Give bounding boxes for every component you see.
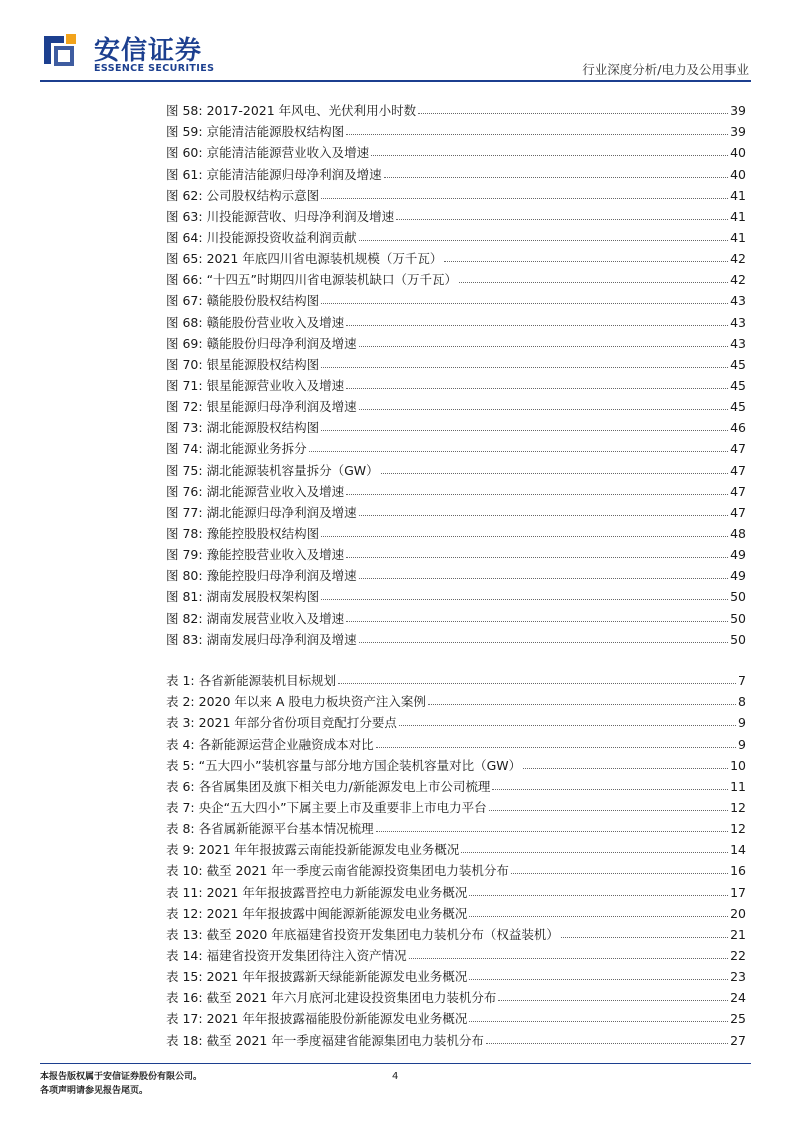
entry-number: 图 60:	[166, 145, 203, 161]
entry-title: 川投能源投资收益利润贡献	[206, 229, 357, 245]
table-entry[interactable]	[166, 984, 746, 1005]
dot-leader	[418, 113, 728, 114]
dot-leader	[359, 409, 729, 410]
entry-title: 央企“五大四小”下属主要上市及重要非上市电力平台	[198, 799, 487, 815]
entry-title: 各省属新能源平台基本情况梳理	[198, 821, 374, 837]
entry-number: 图 63:	[166, 208, 203, 224]
figure-entry[interactable]	[166, 583, 746, 604]
company-name-cn: 安信证券	[94, 36, 203, 66]
table-entry[interactable]	[166, 857, 746, 878]
dot-leader	[409, 958, 729, 959]
entry-title: 2021 年年报披露云南能投新能源发电业务概况	[198, 842, 460, 858]
dot-leader	[346, 325, 728, 326]
entry-page-number: 49	[730, 568, 746, 584]
table-entry[interactable]	[166, 942, 746, 963]
entry-page-number: 25	[730, 1011, 746, 1027]
entry-number: 表 10:	[166, 863, 203, 879]
dot-leader	[384, 177, 729, 178]
entry-page-number: 39	[730, 124, 746, 140]
entry-number: 图 69:	[166, 335, 203, 351]
dot-leader	[492, 789, 728, 790]
dot-leader	[359, 346, 729, 347]
figure-entry[interactable]	[166, 414, 746, 435]
entry-page-number: 47	[730, 504, 746, 520]
footer-divider	[40, 1063, 751, 1064]
entry-title: 赣能股份股权结构图	[206, 293, 320, 309]
dot-leader	[498, 1000, 728, 1001]
entry-title: 湖北能源营业收入及增速	[206, 483, 345, 499]
dot-leader	[371, 155, 728, 156]
entry-page-number: 11	[730, 778, 746, 794]
dot-leader	[376, 831, 728, 832]
table-entry[interactable]	[166, 773, 746, 794]
dot-leader	[469, 895, 728, 896]
entry-number: 图 83:	[166, 631, 203, 647]
entry-number: 表 8:	[166, 821, 195, 837]
entry-number: 图 75:	[166, 462, 203, 478]
logo-mark-icon	[40, 30, 80, 70]
entry-page-number: 50	[730, 631, 746, 647]
figure-entry[interactable]	[166, 287, 746, 308]
entry-title: 2021 年部分省份项目竞配打分要点	[198, 715, 397, 731]
dot-leader	[359, 515, 729, 516]
table-index	[166, 667, 746, 1048]
entry-page-number: 46	[730, 420, 746, 436]
table-entry[interactable]	[166, 963, 746, 984]
figure-entry[interactable]	[166, 435, 746, 456]
entry-page-number: 49	[730, 547, 746, 563]
entry-number: 图 71:	[166, 377, 203, 393]
entry-page-number: 7	[738, 673, 746, 689]
dot-leader	[469, 979, 728, 980]
dot-leader	[346, 557, 728, 558]
entry-title: 湖北能源装机容量拆分（GW）	[206, 462, 379, 478]
figure-entry[interactable]	[166, 308, 746, 329]
entry-title: 福建省投资开发集团待注入资产情况	[206, 947, 407, 963]
entry-title: 截至 2021 年一季度云南省能源投资集团电力装机分布	[206, 863, 509, 879]
entry-title: 截至 2021 年一季度福建省能源集团电力装机分布	[206, 1032, 484, 1048]
entry-number: 图 78:	[166, 525, 203, 541]
dot-leader	[444, 261, 728, 262]
entry-number: 图 66:	[166, 272, 203, 288]
entry-page-number: 41	[730, 208, 746, 224]
entry-title: 2021 年年报披露福能股份新能源发电业务概况	[206, 1011, 468, 1027]
figure-entry[interactable]	[166, 245, 746, 266]
entry-page-number: 22	[730, 947, 746, 963]
table-entry[interactable]	[166, 794, 746, 815]
entry-page-number: 42	[730, 272, 746, 288]
entry-page-number: 16	[730, 863, 746, 879]
entry-page-number: 12	[730, 799, 746, 815]
entry-number: 图 82:	[166, 610, 203, 626]
entry-title: 豫能控股股权结构图	[206, 525, 320, 541]
entry-title: 银星能源营业收入及增速	[206, 377, 345, 393]
table-entry[interactable]	[166, 836, 746, 857]
entry-number: 表 6:	[166, 778, 195, 794]
table-entry[interactable]	[166, 1026, 746, 1047]
dot-leader	[459, 282, 728, 283]
dot-leader	[346, 134, 728, 135]
entry-title: 2021 年年报披露中闽能源新能源发电业务概况	[206, 905, 468, 921]
dot-leader	[321, 198, 728, 199]
entry-title: 豫能控股营业收入及增速	[206, 547, 345, 563]
entry-number: 表 3:	[166, 715, 195, 731]
entry-title: 银星能源股权结构图	[206, 356, 320, 372]
figure-index	[166, 97, 746, 647]
entry-number: 表 11:	[166, 884, 203, 900]
entry-title: 京能清洁能源营业收入及增速	[206, 145, 370, 161]
figure-entry[interactable]	[166, 182, 746, 203]
disclaimer-notice: 各项声明请参见报告尾页。	[40, 1086, 149, 1096]
entry-page-number: 9	[738, 736, 746, 752]
entry-number: 图 58:	[166, 103, 203, 119]
dot-leader	[346, 494, 728, 495]
dot-leader	[469, 916, 728, 917]
figure-entry[interactable]	[166, 499, 746, 520]
entry-number: 图 67:	[166, 293, 203, 309]
entry-number: 图 64:	[166, 229, 203, 245]
table-entry[interactable]	[166, 878, 746, 899]
figure-entry[interactable]	[166, 224, 746, 245]
table-entry[interactable]	[166, 667, 746, 688]
entry-page-number: 45	[730, 399, 746, 415]
figure-entry[interactable]	[166, 139, 746, 160]
entry-page-number: 47	[730, 441, 746, 457]
entry-title: 湖北能源股权结构图	[206, 420, 320, 436]
entry-title: 湖南发展营业收入及增速	[206, 610, 345, 626]
entry-page-number: 9	[738, 715, 746, 731]
table-entry[interactable]	[166, 688, 746, 709]
entry-page-number: 47	[730, 462, 746, 478]
figure-entry[interactable]	[166, 351, 746, 372]
dot-leader	[309, 451, 729, 452]
entry-number: 图 80:	[166, 568, 203, 584]
figure-entry[interactable]	[166, 562, 746, 583]
dot-leader	[399, 725, 736, 726]
entry-number: 图 65:	[166, 251, 203, 267]
entry-number: 表 13:	[166, 926, 203, 942]
figure-entry[interactable]	[166, 456, 746, 477]
entry-page-number: 50	[730, 589, 746, 605]
entry-title: 2017-2021 年风电、光伏利用小时数	[206, 103, 417, 119]
entry-title: 截至 2020 年底福建省投资开发集团电力装机分布（权益装机）	[206, 926, 559, 942]
entry-number: 表 1:	[166, 673, 195, 689]
entry-title: 截至 2021 年六月底河北建设投资集团电力装机分布	[206, 990, 497, 1006]
table-entry[interactable]	[166, 752, 746, 773]
entry-title: 川投能源营收、归母净利润及增速	[206, 208, 395, 224]
entry-number: 图 70:	[166, 356, 203, 372]
entry-title: “十四五”时期四川省电源装机缺口（万千瓦）	[206, 272, 458, 288]
dot-leader	[321, 599, 728, 600]
entry-number: 图 79:	[166, 547, 203, 563]
dot-leader	[523, 768, 728, 769]
entry-number: 表 15:	[166, 969, 203, 985]
entry-page-number: 42	[730, 251, 746, 267]
entry-title: 2021 年年报披露新天绿能新能源发电业务概况	[206, 969, 468, 985]
dot-leader	[359, 642, 729, 643]
dot-leader	[428, 704, 736, 705]
entry-title: 赣能股份营业收入及增速	[206, 314, 345, 330]
entry-number: 表 17:	[166, 1011, 203, 1027]
entry-page-number: 45	[730, 356, 746, 372]
entry-title: 湖北能源归母净利润及增速	[206, 504, 357, 520]
entry-title: 2020 年以来 A 股电力板块资产注入案例	[198, 694, 426, 710]
header-divider	[40, 80, 751, 82]
entry-page-number: 41	[730, 187, 746, 203]
dot-leader	[321, 303, 728, 304]
entry-page-number: 48	[730, 525, 746, 541]
figure-entry[interactable]	[166, 372, 746, 393]
entry-title: 各省新能源装机目标规划	[198, 673, 337, 689]
entry-page-number: 41	[730, 229, 746, 245]
entry-title: 各省属集团及旗下相关电力/新能源发电上市公司梳理	[198, 778, 491, 794]
figure-entry[interactable]	[166, 604, 746, 625]
entry-page-number: 43	[730, 293, 746, 309]
figure-entry[interactable]	[166, 203, 746, 224]
entry-title: 京能清洁能源股权结构图	[206, 124, 345, 140]
figure-entry[interactable]	[166, 266, 746, 287]
entry-page-number: 45	[730, 377, 746, 393]
entry-title: 公司股权结构示意图	[206, 187, 320, 203]
entry-page-number: 40	[730, 145, 746, 161]
dot-leader	[376, 747, 736, 748]
entry-page-number: 20	[730, 905, 746, 921]
entry-title: 各新能源运营企业融资成本对比	[198, 736, 374, 752]
table-entry[interactable]	[166, 900, 746, 921]
entry-page-number: 40	[730, 166, 746, 182]
dot-leader	[381, 473, 728, 474]
figure-entry[interactable]	[166, 478, 746, 499]
entry-number: 表 7:	[166, 799, 195, 815]
entry-page-number: 21	[730, 926, 746, 942]
table-entry[interactable]	[166, 1005, 746, 1026]
figure-entry[interactable]	[166, 520, 746, 541]
figure-entry[interactable]	[166, 160, 746, 181]
entry-page-number: 12	[730, 821, 746, 837]
dot-leader	[486, 1043, 728, 1044]
entry-number: 图 61:	[166, 166, 203, 182]
dot-leader	[489, 810, 729, 811]
entry-page-number: 8	[738, 694, 746, 710]
entry-number: 图 76:	[166, 483, 203, 499]
dot-leader	[461, 852, 728, 853]
entry-number: 表 4:	[166, 736, 195, 752]
table-entry[interactable]	[166, 730, 746, 751]
entry-number: 图 72:	[166, 399, 203, 415]
entry-number: 表 5:	[166, 757, 195, 773]
dot-leader	[321, 367, 728, 368]
dot-leader	[346, 621, 728, 622]
dot-leader	[469, 1021, 728, 1022]
entry-page-number: 50	[730, 610, 746, 626]
entry-title: 2021 年年报披露晋控电力新能源发电业务概况	[206, 884, 468, 900]
entry-page-number: 10	[730, 757, 746, 773]
entry-number: 图 77:	[166, 504, 203, 520]
entry-title: 豫能控股归母净利润及增速	[206, 568, 357, 584]
entry-number: 图 74:	[166, 441, 203, 457]
copyright-notice: 本报告版权属于安信证券股份有限公司。	[40, 1072, 203, 1082]
report-type: 行业深度分析/电力及公用事业	[582, 62, 749, 77]
entry-number: 表 2:	[166, 694, 195, 710]
entry-number: 表 18:	[166, 1032, 203, 1048]
entry-number: 表 9:	[166, 842, 195, 858]
figure-entry[interactable]	[166, 118, 746, 139]
entry-page-number: 17	[730, 884, 746, 900]
entry-title: 赣能股份归母净利润及增速	[206, 335, 357, 351]
entry-number: 图 73:	[166, 420, 203, 436]
entry-page-number: 43	[730, 335, 746, 351]
entry-page-number: 27	[730, 1032, 746, 1048]
dot-leader	[359, 578, 729, 579]
figure-entry[interactable]	[166, 541, 746, 562]
dot-leader	[359, 240, 729, 241]
table-entry[interactable]	[166, 709, 746, 730]
entry-page-number: 14	[730, 842, 746, 858]
dot-leader	[561, 937, 728, 938]
figure-entry[interactable]	[166, 626, 746, 647]
dot-leader	[511, 873, 728, 874]
entry-number: 图 62:	[166, 187, 203, 203]
figure-entry[interactable]	[166, 330, 746, 351]
table-entry[interactable]	[166, 921, 746, 942]
entry-title: 湖南发展归母净利润及增速	[206, 631, 357, 647]
dot-leader	[321, 430, 728, 431]
company-name-en: ESSENCE SECURITIES	[94, 63, 215, 74]
entry-title: 湖北能源业务拆分	[206, 441, 307, 457]
entry-number: 表 16:	[166, 990, 203, 1006]
entry-page-number: 24	[730, 990, 746, 1006]
figure-entry[interactable]	[166, 393, 746, 414]
page-number: 4	[392, 1071, 399, 1082]
dot-leader	[338, 683, 736, 684]
entry-number: 图 59:	[166, 124, 203, 140]
dot-leader	[396, 219, 728, 220]
table-entry[interactable]	[166, 815, 746, 836]
entry-number: 图 81:	[166, 589, 203, 605]
entry-title: 银星能源归母净利润及增速	[206, 399, 357, 415]
entry-page-number: 39	[730, 103, 746, 119]
entry-number: 表 12:	[166, 905, 203, 921]
entry-number: 表 14:	[166, 947, 203, 963]
entry-page-number: 23	[730, 969, 746, 985]
entry-title: “五大四小”装机容量与部分地方国企装机容量对比（GW）	[198, 757, 522, 773]
figure-entry[interactable]	[166, 97, 746, 118]
entry-number: 图 68:	[166, 314, 203, 330]
entry-page-number: 43	[730, 314, 746, 330]
entry-page-number: 47	[730, 483, 746, 499]
dot-leader	[346, 388, 728, 389]
entry-title: 2021 年底四川省电源装机规模（万千瓦）	[206, 251, 443, 267]
entry-title: 湖南发展股权架构图	[206, 589, 320, 605]
dot-leader	[321, 536, 728, 537]
footer-disclaimer	[40, 1070, 202, 1098]
entry-title: 京能清洁能源归母净利润及增速	[206, 166, 382, 182]
